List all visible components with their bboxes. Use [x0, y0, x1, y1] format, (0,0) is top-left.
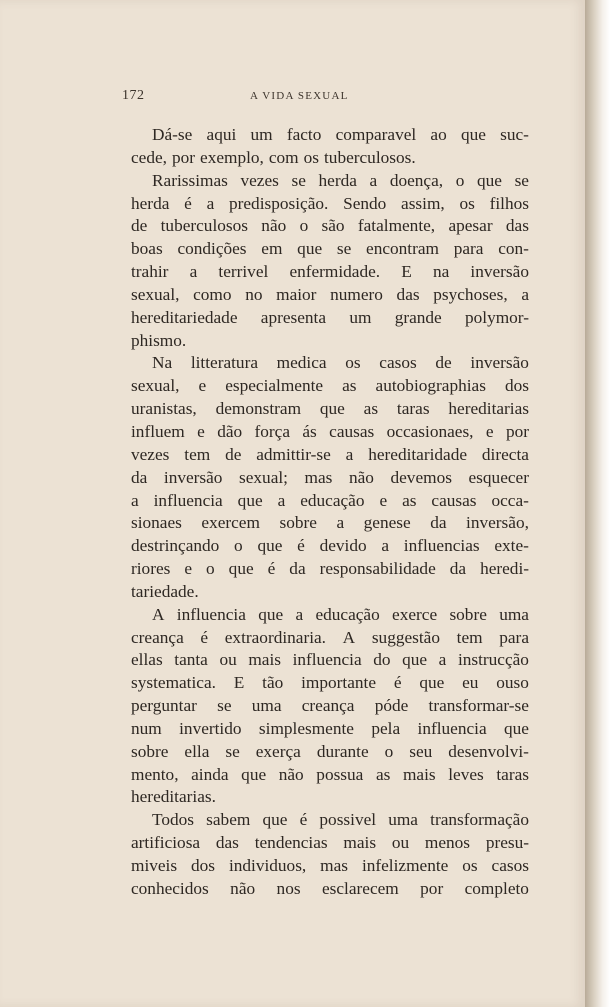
word: aqui — [206, 125, 237, 144]
word: medica — [276, 353, 327, 373]
word: sionaes — [131, 513, 182, 533]
word: demonstram — [215, 399, 302, 419]
word: exercem — [201, 513, 260, 533]
word: da — [430, 513, 447, 533]
word: suc- — [500, 125, 529, 144]
word: que — [319, 399, 345, 419]
text-line — [131, 672, 529, 695]
word: perguntar — [131, 696, 197, 716]
word: creança — [301, 696, 355, 716]
word: por — [505, 421, 529, 441]
word: as — [342, 376, 357, 396]
word: do — [373, 650, 391, 670]
word: pela — [371, 718, 401, 738]
word: simplesmente — [258, 718, 354, 738]
text-line — [131, 398, 529, 421]
word: invertido — [179, 718, 242, 738]
word: da — [449, 559, 467, 579]
text-line — [131, 215, 529, 238]
word: encontram — [366, 239, 439, 259]
word: inversão — [470, 353, 529, 373]
word: um — [250, 125, 273, 144]
word: que — [504, 718, 529, 738]
word: tuberculosos. — [324, 147, 416, 167]
word: A — [342, 627, 356, 647]
word: o — [234, 536, 243, 556]
word: systematica. — [131, 673, 216, 693]
word: a — [295, 604, 304, 624]
word: transformar-se — [428, 696, 529, 716]
word: transformação — [430, 810, 529, 830]
word: da — [289, 559, 306, 579]
word: influencia — [292, 650, 362, 670]
word: extraordinaria. — [224, 627, 326, 647]
word: artificiosa — [131, 833, 201, 853]
word: comparavel — [335, 125, 417, 144]
word: herda — [318, 170, 357, 190]
word: Todos — [152, 810, 194, 830]
word: boas — [131, 239, 163, 259]
word: autobiographias — [375, 376, 486, 396]
word: as — [402, 490, 417, 510]
word: os — [462, 856, 478, 875]
word: que — [402, 650, 428, 670]
text-line — [131, 558, 529, 581]
word: riores — [131, 559, 171, 579]
text-line — [131, 490, 529, 513]
text-line — [131, 375, 529, 398]
word: que — [241, 764, 267, 784]
word: o — [206, 559, 215, 579]
word: exemplo, — [200, 147, 264, 167]
word: filhos — [489, 193, 529, 213]
text-line — [131, 604, 529, 627]
word: se — [217, 696, 232, 716]
text-line — [131, 352, 529, 375]
text-line — [131, 238, 529, 261]
word: polymor- — [465, 307, 529, 327]
word: sobre — [131, 741, 169, 761]
word: como — [193, 284, 232, 304]
word: que — [297, 239, 323, 259]
word: que — [419, 673, 445, 693]
word: as — [363, 399, 379, 419]
word: a — [206, 193, 215, 213]
word: para — [499, 627, 529, 647]
word: é — [299, 810, 308, 830]
word: ouso — [496, 673, 529, 693]
word: a — [521, 284, 529, 304]
word: trahir — [131, 262, 169, 282]
word: ás — [302, 421, 317, 441]
word: que — [258, 604, 284, 624]
word: de — [131, 216, 148, 236]
text-line — [131, 284, 529, 307]
word: vezes — [131, 444, 170, 464]
word: psychoses, — [433, 284, 508, 304]
text-line — [131, 855, 529, 878]
word: mais — [402, 764, 436, 784]
word: devido — [319, 536, 367, 556]
word: numero — [330, 284, 383, 304]
word: das — [505, 216, 529, 236]
word: possua — [316, 764, 364, 784]
word: sobre — [449, 604, 487, 624]
word: destrinçando — [131, 536, 220, 556]
text-line — [131, 330, 529, 353]
word: inversão, — [466, 513, 529, 533]
text-line — [131, 878, 529, 901]
word: seu — [409, 741, 433, 761]
word: exerça — [255, 741, 301, 761]
word: casos — [379, 353, 417, 373]
word: é — [393, 673, 402, 693]
word: causas — [431, 490, 477, 510]
word: inversão — [470, 262, 529, 282]
word: tem — [456, 627, 483, 647]
word: admittir-se — [256, 444, 331, 464]
word: influencia — [176, 604, 246, 624]
word: é — [200, 627, 209, 647]
word: infelizmente — [361, 856, 449, 875]
word: tem — [184, 444, 211, 464]
word: uma — [388, 810, 418, 830]
word: mais — [248, 650, 281, 670]
word: dos — [504, 376, 529, 396]
word: dão — [217, 421, 243, 441]
word: a — [277, 490, 286, 510]
word: directa — [481, 444, 529, 464]
word: que — [460, 125, 486, 144]
text-line — [131, 832, 529, 855]
word: num — [131, 718, 162, 738]
word: é — [267, 559, 276, 579]
word: se — [514, 170, 529, 190]
word: creança — [131, 627, 184, 647]
word: ainda — [191, 764, 229, 784]
word: para — [453, 239, 484, 259]
word: litteratura — [190, 353, 258, 373]
word: não — [230, 878, 256, 898]
word: mas — [304, 467, 333, 487]
word: as — [375, 764, 391, 784]
word: responsabilidade — [319, 559, 436, 579]
word: os — [303, 147, 319, 167]
word: e — [184, 559, 193, 579]
word: Rarissimas — [152, 170, 228, 190]
word: o — [455, 170, 465, 190]
text-line — [131, 718, 529, 741]
word: a — [369, 170, 378, 190]
text-line — [131, 649, 529, 672]
word: devemos — [390, 467, 452, 487]
word: phismo. — [131, 330, 187, 350]
word: importante — [301, 673, 376, 693]
running-head — [122, 88, 530, 110]
word: a — [381, 536, 390, 556]
text-line — [131, 512, 529, 535]
word: sabem — [206, 810, 251, 830]
word: suggestão — [371, 627, 440, 647]
word: especialmente — [225, 376, 324, 396]
word: que — [262, 810, 288, 830]
word: tão — [262, 673, 284, 693]
word: possivel — [319, 810, 377, 830]
word: hereditaridade — [368, 444, 468, 464]
word: e — [485, 421, 494, 441]
word: individuos, — [228, 856, 307, 875]
word: de — [225, 444, 242, 464]
word: a — [189, 262, 198, 282]
word: não — [261, 216, 287, 236]
word: instrucção — [457, 650, 529, 670]
word: ou — [391, 833, 410, 853]
word: genese — [363, 513, 411, 533]
word: tuberculosos — [160, 216, 248, 236]
word: em — [261, 239, 283, 259]
word: é — [184, 193, 192, 213]
word: taras — [496, 764, 529, 784]
word: sexual; — [239, 467, 288, 487]
word: não — [348, 467, 374, 487]
text-line — [131, 421, 529, 444]
word: eu — [462, 673, 479, 693]
word: e — [198, 376, 207, 396]
word: conhecidos — [131, 878, 209, 898]
text-line — [131, 535, 529, 558]
word: das — [215, 833, 239, 853]
word: que — [476, 170, 502, 190]
word: occasionaes, — [386, 421, 474, 441]
word: tariedade. — [131, 581, 199, 601]
word: mais — [343, 833, 377, 853]
word: influem — [131, 421, 185, 441]
word: póde — [374, 696, 409, 716]
word: maior — [276, 284, 317, 304]
word: o — [384, 741, 394, 761]
word: heredi- — [480, 559, 529, 579]
text-line — [131, 695, 529, 718]
text-line — [131, 170, 529, 193]
word: uranistas, — [131, 399, 197, 419]
text-line — [131, 124, 529, 147]
page-edge-shadow — [585, 0, 610, 1007]
word: enfermidade. — [289, 262, 381, 282]
word: Sendo — [343, 193, 387, 213]
text-line — [131, 627, 529, 650]
word: inversão — [163, 467, 223, 487]
word: ou — [219, 650, 237, 670]
text-line — [131, 809, 529, 832]
text-line — [131, 786, 529, 809]
word: força — [254, 421, 291, 441]
word: con- — [498, 239, 529, 259]
word: a — [336, 513, 345, 533]
word: grande — [394, 307, 442, 327]
word: da — [131, 467, 148, 487]
word: E — [401, 262, 412, 282]
word: Na — [152, 353, 173, 373]
word: hereditarias. — [131, 787, 216, 807]
word: leves — [448, 764, 484, 784]
word: educação — [300, 490, 365, 510]
word: completo — [464, 878, 529, 898]
word: taras — [396, 399, 430, 419]
word: apresenta — [260, 307, 327, 327]
word: exerce — [392, 604, 438, 624]
word: no — [245, 284, 263, 304]
word: ao — [430, 125, 447, 144]
word: mas — [320, 856, 349, 875]
text-line — [131, 764, 529, 787]
word: apesar — [448, 216, 493, 236]
word: sexual, — [131, 284, 180, 304]
word: condições — [177, 239, 247, 259]
word: hereditarias — [448, 399, 529, 419]
word: fatalmente, — [357, 216, 436, 236]
word: nos — [276, 878, 301, 898]
word: ella — [184, 741, 210, 761]
running-title: A VIDA SEXUAL — [250, 90, 349, 102]
word: cede, — [131, 147, 167, 167]
text-line — [131, 741, 529, 764]
word: de — [435, 353, 452, 373]
word: occa- — [491, 490, 529, 510]
page-number: 172 — [122, 88, 145, 103]
text-line — [131, 467, 529, 490]
text-line — [131, 261, 529, 284]
word: miveis — [131, 856, 178, 875]
word: a — [131, 490, 139, 510]
word: das — [396, 284, 420, 304]
word: e — [379, 490, 388, 510]
word: o — [299, 216, 309, 236]
text-line — [131, 147, 529, 170]
word: que — [228, 559, 254, 579]
word: durante — [316, 741, 369, 761]
word: influencia — [417, 718, 487, 738]
word: tendencias — [254, 833, 328, 853]
word: hereditariedade — [131, 307, 238, 327]
word: casos — [491, 856, 529, 875]
text-line — [131, 307, 529, 330]
word: facto — [286, 125, 322, 144]
word: na — [432, 262, 450, 282]
word: assim, — [401, 193, 445, 213]
text-line — [131, 444, 529, 467]
word: os — [459, 193, 475, 213]
word: é — [297, 536, 305, 556]
word: vezes — [240, 170, 279, 190]
word: presu- — [485, 833, 529, 853]
word: dos — [191, 856, 216, 875]
word: por — [420, 878, 444, 898]
word: menos — [424, 833, 471, 853]
body-text — [131, 124, 529, 901]
word: E — [233, 673, 245, 693]
text-line — [131, 581, 529, 604]
word: são — [321, 216, 345, 236]
word: causas — [329, 421, 375, 441]
word: mento, — [131, 764, 179, 784]
word: uma — [499, 604, 529, 624]
word: uma — [251, 696, 282, 716]
word: terrivel — [218, 262, 269, 282]
word: sexual, — [131, 376, 180, 396]
word: os — [345, 353, 361, 373]
word: um — [349, 307, 372, 327]
word: doença, — [389, 170, 444, 190]
word: com — [268, 147, 299, 167]
word: A — [152, 604, 165, 624]
word: se — [291, 170, 306, 190]
word: predisposição. — [228, 193, 329, 213]
word: que — [257, 536, 283, 556]
word: e — [197, 421, 205, 441]
word: não — [278, 764, 304, 784]
word: ellas — [131, 650, 163, 670]
word: a — [438, 650, 447, 670]
word: esquecer — [468, 467, 529, 487]
word: herda — [131, 193, 170, 213]
word: esclarecem — [321, 878, 399, 898]
word: desenvolvi- — [448, 741, 529, 761]
word: a — [345, 444, 354, 464]
word: influencia — [153, 490, 223, 510]
word: se — [336, 239, 352, 259]
word: por — [171, 147, 196, 167]
word: tanta — [174, 650, 208, 670]
word: se — [225, 741, 240, 761]
word: influencias — [403, 536, 480, 556]
word: sobre — [279, 513, 317, 533]
word: educação — [315, 604, 380, 624]
word: Dá-se — [152, 125, 193, 144]
text-line — [131, 193, 529, 216]
word: que — [237, 490, 263, 510]
word: exte- — [494, 536, 529, 556]
